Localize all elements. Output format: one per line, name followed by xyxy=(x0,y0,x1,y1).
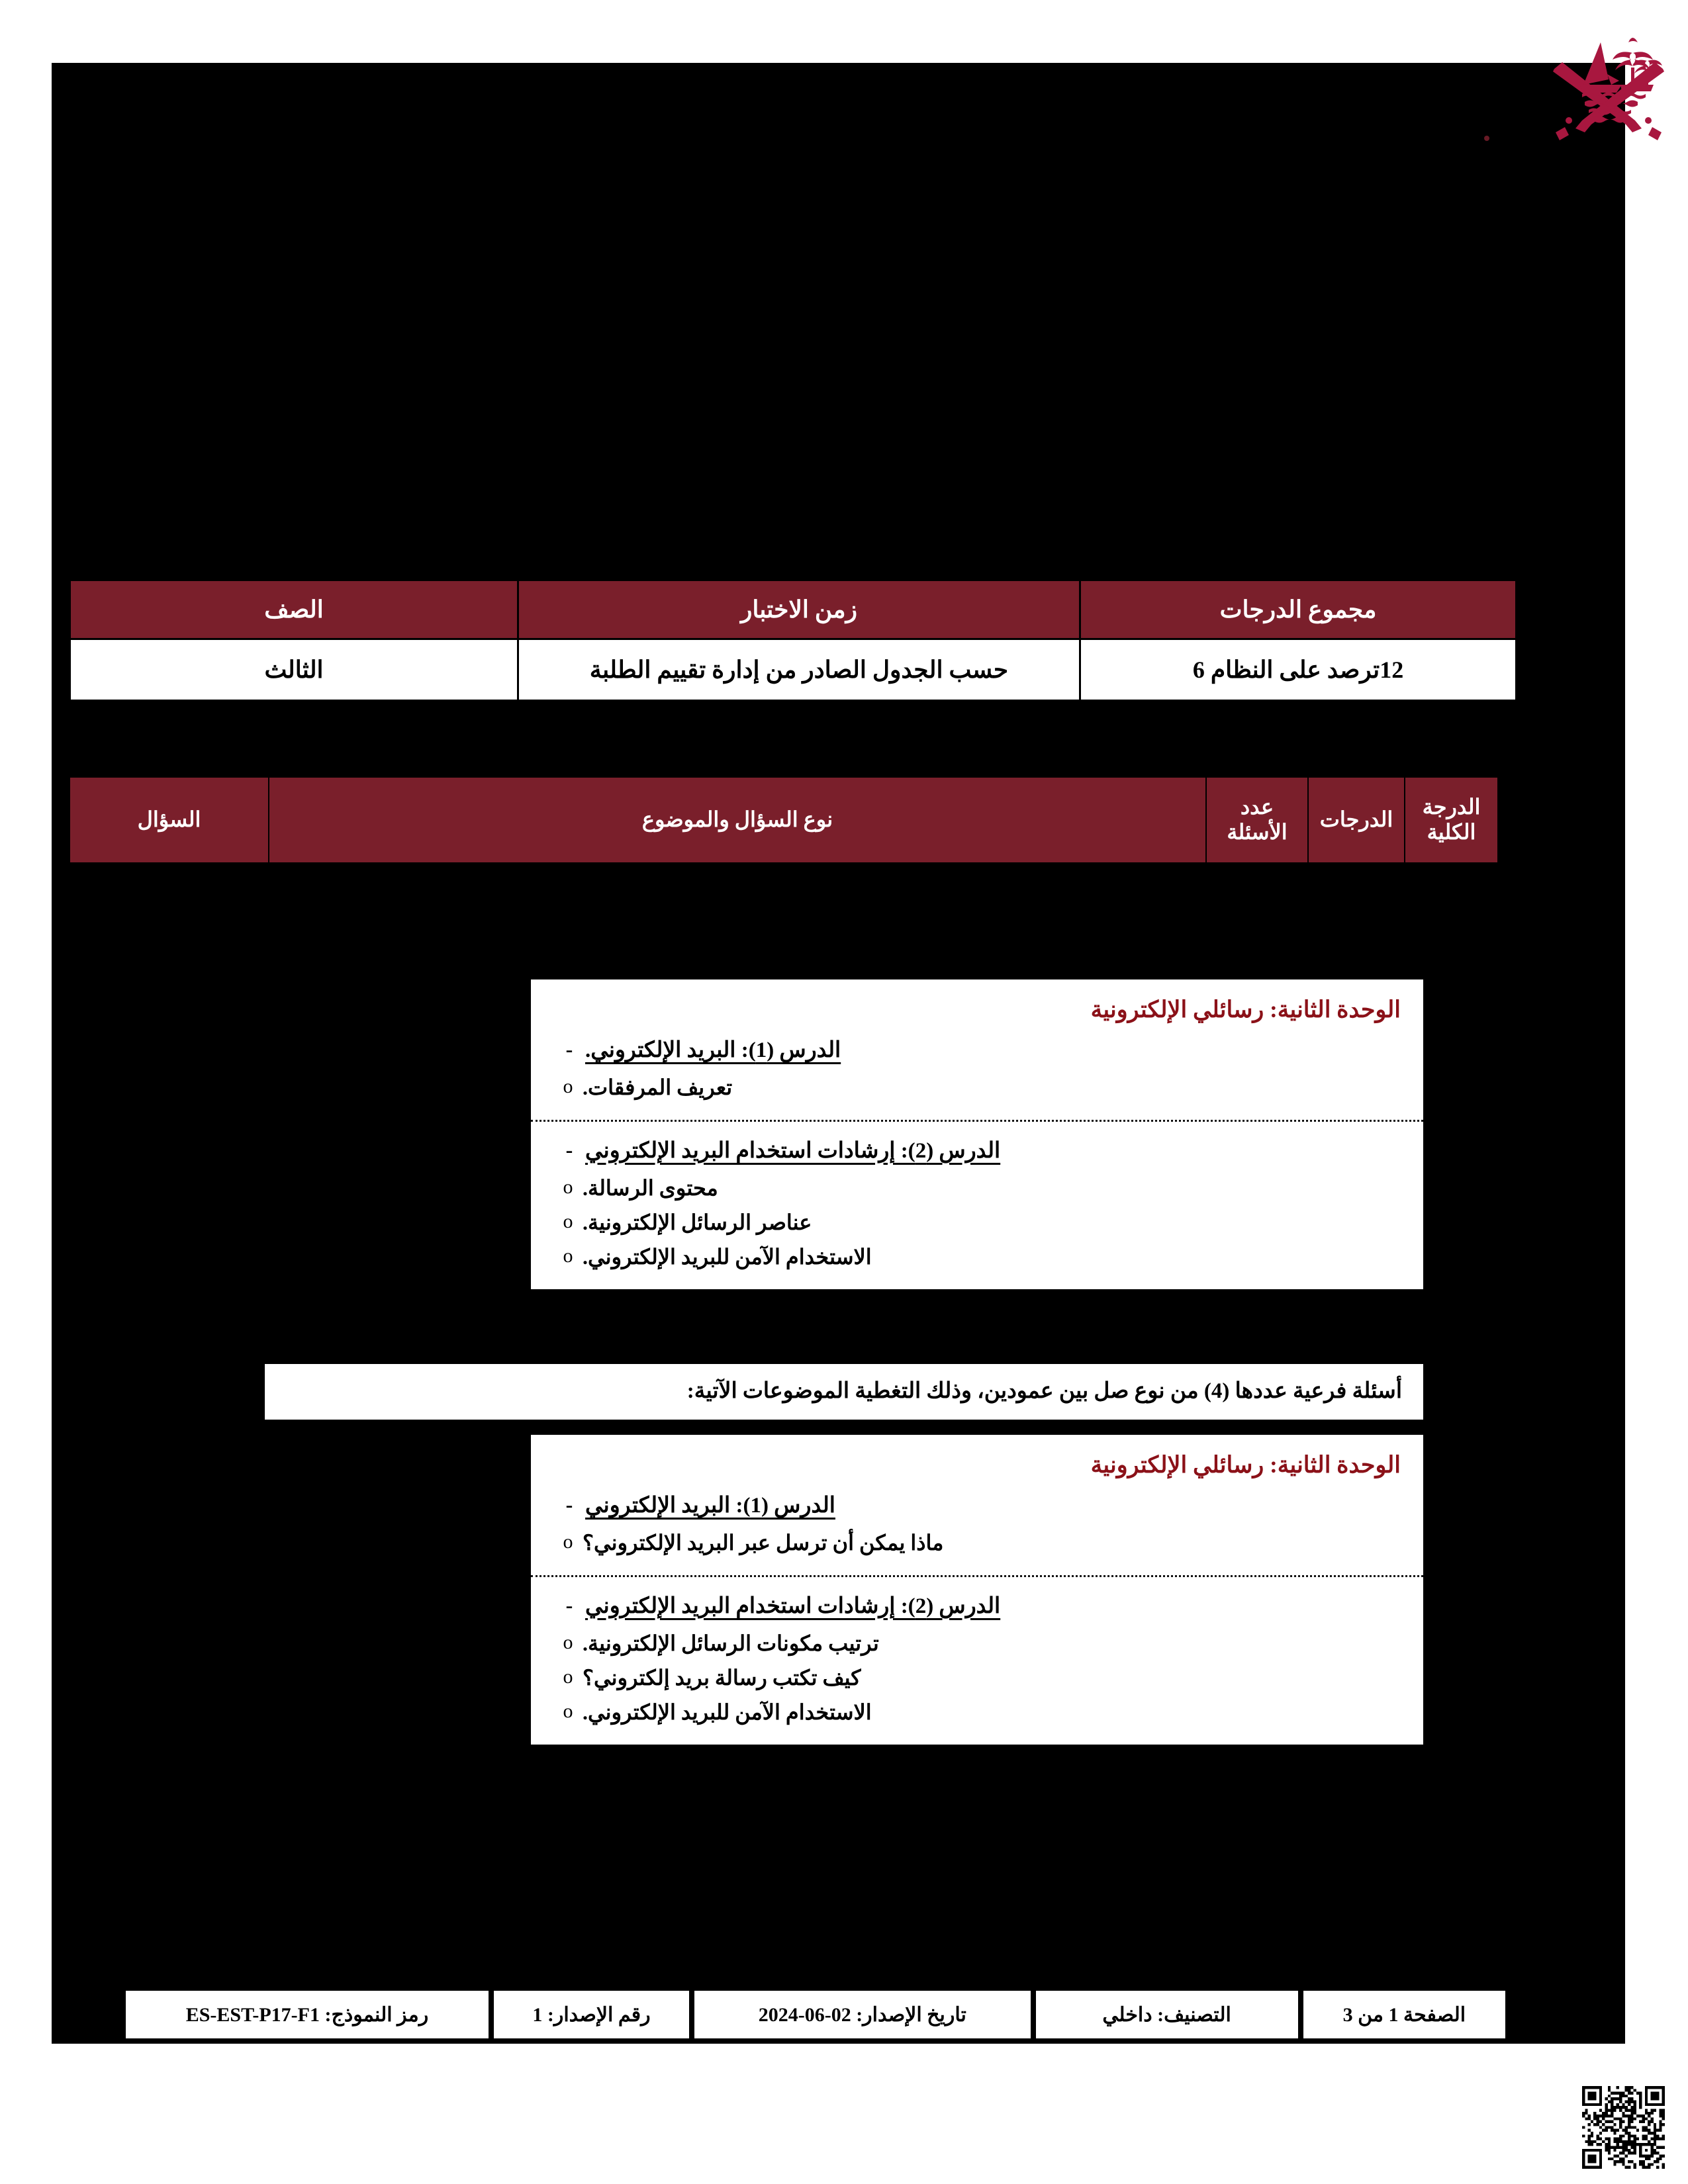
header-grade-level: الصف xyxy=(70,580,518,639)
qatar-state-emblem-icon xyxy=(1542,28,1675,160)
info-table-value-row xyxy=(70,639,1517,701)
topic-item-row xyxy=(553,1698,1401,1727)
lesson-title: الدرس (2): إرشادات استخدام البريد الإلكتروني xyxy=(585,1138,1001,1163)
circle-bullet-icon: o xyxy=(563,1244,573,1267)
document-footer xyxy=(120,1991,1511,2038)
sub-questions-banner: أسئلة فرعية عددها (4) من نوع صل بين عمودين، وذلك التغطية الموضوعات الآتية: xyxy=(265,1362,1423,1420)
header-exam-time: زمن الاختبار xyxy=(518,580,1080,639)
column-header-grades: الدرجات xyxy=(1308,777,1405,863)
column-header-question-type: نوع السؤال والموضوع xyxy=(269,777,1206,863)
column-header-total-grade: الدرجة الكلية xyxy=(1405,777,1498,863)
columns-header-row xyxy=(70,777,1498,863)
topic-block xyxy=(531,1435,1423,1575)
column-header-questions-count: عدد الأسئلة xyxy=(1206,777,1308,863)
topic-item-text: كيف تكتب رسالة بريد إلكتروني؟ xyxy=(583,1665,861,1690)
decorative-dot xyxy=(1484,136,1489,141)
unit-title: الوحدة الثانية: رسائلي الإلكترونية xyxy=(1090,997,1401,1023)
lesson-title: الدرس (2): إرشادات استخدام البريد الإلكتروني xyxy=(585,1594,1001,1618)
topic-item-row xyxy=(553,1243,1401,1271)
question-columns-header xyxy=(69,776,1499,864)
topic-item-text: عناصر الرسائل الإلكترونية. xyxy=(583,1210,812,1234)
topic-item-row xyxy=(553,1629,1401,1658)
lesson-title: الدرس (1): البريد الإلكتروني xyxy=(585,1494,835,1518)
value-total-marks: 12ترصد على النظام 6 xyxy=(1080,639,1517,701)
unit-title: الوحدة الثانية: رسائلي الإلكترونية xyxy=(1090,1452,1401,1478)
footer-row xyxy=(126,1991,1505,2038)
topic-item-row xyxy=(553,1073,1401,1102)
footer-classification: التصنيف: داخلي xyxy=(1036,1991,1298,2038)
lesson-heading-row xyxy=(553,1036,1401,1066)
circle-bullet-icon: o xyxy=(563,1075,573,1097)
dash-bullet-icon: - xyxy=(565,1592,573,1617)
header-total-marks: مجموع الدرجات xyxy=(1080,580,1517,639)
topic-block xyxy=(531,1575,1423,1745)
qr-code-icon xyxy=(1582,2086,1665,2169)
circle-bullet-icon: o xyxy=(563,1530,573,1553)
footer-form-code: رمز النموذج: ES-EST-P17-F1 xyxy=(126,1991,489,2038)
info-table-header-row xyxy=(70,580,1517,639)
topic-item-row xyxy=(553,1529,1401,1557)
column-header-question: السؤال xyxy=(70,777,269,863)
dash-bullet-icon: - xyxy=(565,1492,573,1517)
dash-bullet-icon: - xyxy=(565,1037,573,1062)
lesson-heading-row xyxy=(553,1592,1401,1621)
topic-item-text: تعريف المرفقات. xyxy=(583,1075,733,1099)
topic-item-text: ترتيب مكونات الرسائل الإلكترونية. xyxy=(583,1631,879,1655)
topic-coverage-group-1 xyxy=(531,979,1423,1289)
topic-item-row xyxy=(553,1208,1401,1237)
lesson-title: الدرس (1): البريد الإلكتروني. xyxy=(585,1038,841,1063)
circle-bullet-icon: o xyxy=(563,1210,573,1232)
topic-block xyxy=(531,1120,1423,1289)
footer-issue-date: تاريخ الإصدار: 02-06-2024 xyxy=(694,1991,1030,2038)
topic-item-row xyxy=(553,1664,1401,1692)
topic-item-row xyxy=(553,1174,1401,1203)
topic-coverage-group-2 xyxy=(531,1435,1423,1745)
topic-item-text: الاستخدام الآمن للبريد الإلكتروني. xyxy=(583,1244,872,1269)
value-grade-level: الثالث xyxy=(70,639,518,701)
circle-bullet-icon: o xyxy=(563,1700,573,1722)
footer-issue-number: رقم الإصدار: 1 xyxy=(494,1991,689,2038)
circle-bullet-icon: o xyxy=(563,1665,573,1688)
topic-item-text: ماذا يمكن أن ترسل عبر البريد الإلكتروني؟ xyxy=(583,1530,944,1555)
circle-bullet-icon: o xyxy=(563,1631,573,1653)
lesson-heading-row xyxy=(553,1136,1401,1166)
topic-block xyxy=(531,979,1423,1120)
lesson-heading-row xyxy=(553,1491,1401,1521)
circle-bullet-icon: o xyxy=(563,1175,573,1198)
dash-bullet-icon: - xyxy=(565,1137,573,1161)
topic-item-text: الاستخدام الآمن للبريد الإلكتروني. xyxy=(583,1700,872,1724)
footer-page-number: الصفحة 1 من 3 xyxy=(1303,1991,1505,2038)
exam-info-table xyxy=(69,579,1517,702)
topic-item-text: محتوى الرسالة. xyxy=(583,1175,718,1200)
value-exam-time: حسب الجدول الصادر من إدارة تقييم الطلبة xyxy=(518,639,1080,701)
